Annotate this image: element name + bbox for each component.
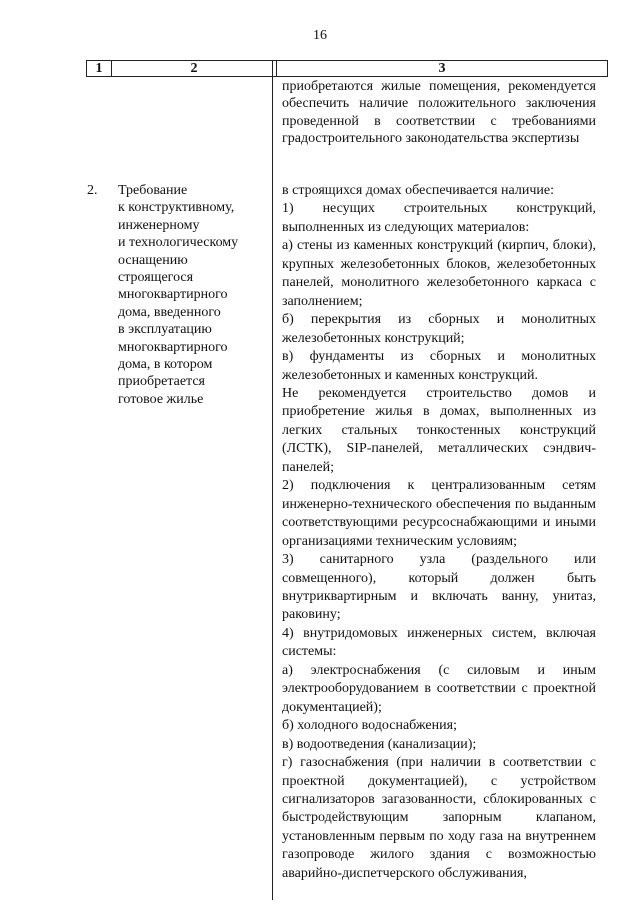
requirement-line: оснащению [118,252,188,268]
content-paragraph: а) стены из каменных конструкций (кирпич, блоки), крупных железобетонных блоков, железобетонных панелей, монолитного железобетонного каркаса с заполнением; [282,238,596,309]
table-header-row [86,60,608,77]
content-paragraph: б) перекрытия из сборных и монолитных железобетонных конструкций; [282,312,596,346]
requirement-line: в эксплуатацию [118,322,212,338]
header-cell-col1: 1 [86,60,111,77]
content-paragraph: 4) внутридомовых инженерных систем, включая системы: [282,625,596,660]
content-paragraph: в) водоотведения (канализации); [282,736,477,752]
content-paragraph: г) газоснабжения (при наличии в соответствии с проектной документацией), с устройством сигнализаторов загазованности, сблокированных с быстродействующим запорным клапаном, установленным первым по ходу газа на внутреннем газопроводе жилого здания с возможностью аварийно-диспетчерского обслуживания, [282,755,596,881]
requirement-line: инженерному [118,217,200,233]
requirement-line: строящегося [118,270,194,286]
requirement-line: Требование [118,183,188,198]
content-paragraph: б) холодного водоснабжения; [282,718,457,734]
content-cell [282,182,596,883]
requirement-line: к конструктивному, [118,200,235,216]
requirement-line: дома, в котором [118,357,213,373]
requirement-line: многоквартирного [118,339,228,355]
content-paragraph: 1) несущих строительных конструкций, выполненных из следующих материалов: [282,201,596,235]
requirement-cell [118,182,268,408]
column-divider [272,60,273,900]
content-paragraph: Не рекомендуется строительство домов и приобретение жилья в домах, выполненных из легких стальных тонкостенных конструкций (ЛСТК), SIP-панелей, металлических сэндвич-панелей; [282,385,596,475]
header-cell-col2: 2 [111,60,276,77]
requirement-line: готовое жилье [118,391,204,407]
content-paragraph: 2) подключения к централизованным сетям инженерно-технического обеспечения по выданным соответствующими ресурсоснабжающими и иными организациями техническим условиям; [282,478,596,549]
requirement-line: многоквартирного [118,287,228,303]
content-paragraph: в строящихся домах обеспечивается наличие: [282,183,554,198]
row-number: 2. [87,183,98,198]
content-paragraph: в) фундаменты из сборных и монолитных железобетонных и каменных конструкций. [282,349,596,383]
content-paragraph: 3) санитарного узла (раздельного или совмещенного), который должен быть внутриквартирным и включать ванну, унитаз, раковину; [282,552,596,623]
requirement-line: приобретается [118,374,205,390]
continuation-text: приобретаются жилые помещения, рекомендуется обеспечить наличие положительного заключения проведенной в соответствии с требованиями градостроительного законодательства экспертизы [282,79,596,146]
page-number: 16 [313,28,327,43]
header-cell-col3: 3 [276,60,608,77]
requirement-line: дома, введенного [118,304,221,320]
requirement-line: и технологическому [118,235,239,251]
content-paragraph: а) электроснабжения (с силовым и иным электрооборудованием в соответствии с проектной документацией); [282,662,596,715]
